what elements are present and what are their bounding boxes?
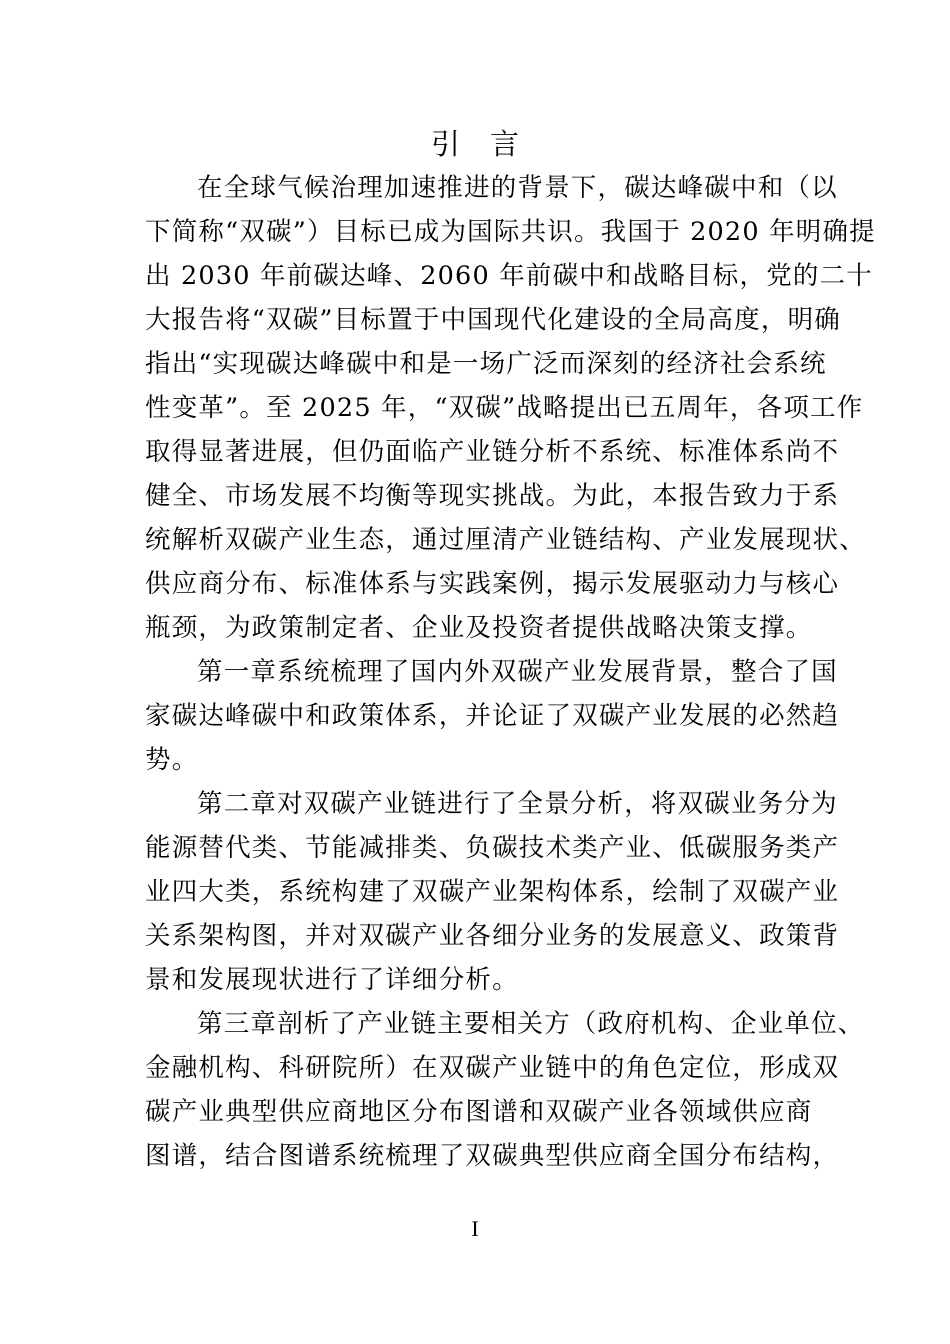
page-title: 引言 [430,127,549,161]
text-line: 第二章对双碳产业链进行了全景分析，将双碳业务分为 [197,789,838,819]
document-body [145,166,876,1178]
text-line: 大报告将“双碳”目标置于中国现代化建设的全局高度，明确 [145,305,841,335]
text-line: 能源替代类、节能减排类、负碳技术类产业、低碳服务类产 [145,833,840,863]
text-line: 第三章剖析了产业链主要相关方（政府机构、企业单位、 [197,1009,865,1039]
text-line: 统解析双碳产业生态，通过厘清产业链结构、产业发展现状、 [145,525,866,555]
text-line: 下简称“双碳”）目标已成为国际共识。我国于 2020 年明确提 [145,217,876,247]
paragraph-chapter-two [145,782,840,1002]
text-line: 在全球气候治理加速推进的背景下，碳达峰碳中和（以 [197,173,838,203]
paragraph-introduction [145,166,876,650]
text-line: 碳产业典型供应商地区分布图谱和双碳产业各领域供应商 [145,1097,813,1127]
text-line: 出 2030 年前碳达峰、2060 年前碳中和战略目标，党的二十 [145,261,874,291]
text-line: 供应商分布、标准体系与实践案例，揭示发展驱动力与核心 [145,569,840,599]
text-line: 金融机构、科研院所）在双碳产业链中的角色定位，形成双 [145,1053,840,1083]
text-line: 关系架构图，并对双碳产业各细分业务的发展意义、政策背 [145,921,840,951]
page-number: I [471,1216,479,1241]
text-line: 家碳达峰碳中和政策体系，并论证了双碳产业发展的必然趋 [145,701,840,731]
text-line: 指出“实现碳达峰碳中和是一场广泛而深刻的经济社会系统 [145,349,827,379]
text-line: 第一章系统梳理了国内外双碳产业发展背景，整合了国 [197,657,838,687]
text-line: 图谱，结合图谱系统梳理了双碳典型供应商全国分布结构， [145,1141,840,1171]
paragraph-chapter-three [145,1002,865,1178]
text-line: 势。 [145,745,199,775]
text-line: 性变革”。至 2025 年，“双碳”战略提出已五周年，各项工作 [145,393,864,423]
text-line: 健全、市场发展不均衡等现实挑战。为此，本报告致力于系 [145,481,840,511]
paragraph-chapter-one [145,650,840,782]
text-line: 景和发展现状进行了详细分析。 [145,965,519,995]
text-line: 取得显著进展，但仍面临产业链分析不系统、标准体系尚不 [145,437,840,467]
text-line: 瓶颈，为政策制定者、企业及投资者提供战略决策支撑。 [145,613,813,643]
text-line: 业四大类，系统构建了双碳产业架构体系，绘制了双碳产业 [145,877,840,907]
